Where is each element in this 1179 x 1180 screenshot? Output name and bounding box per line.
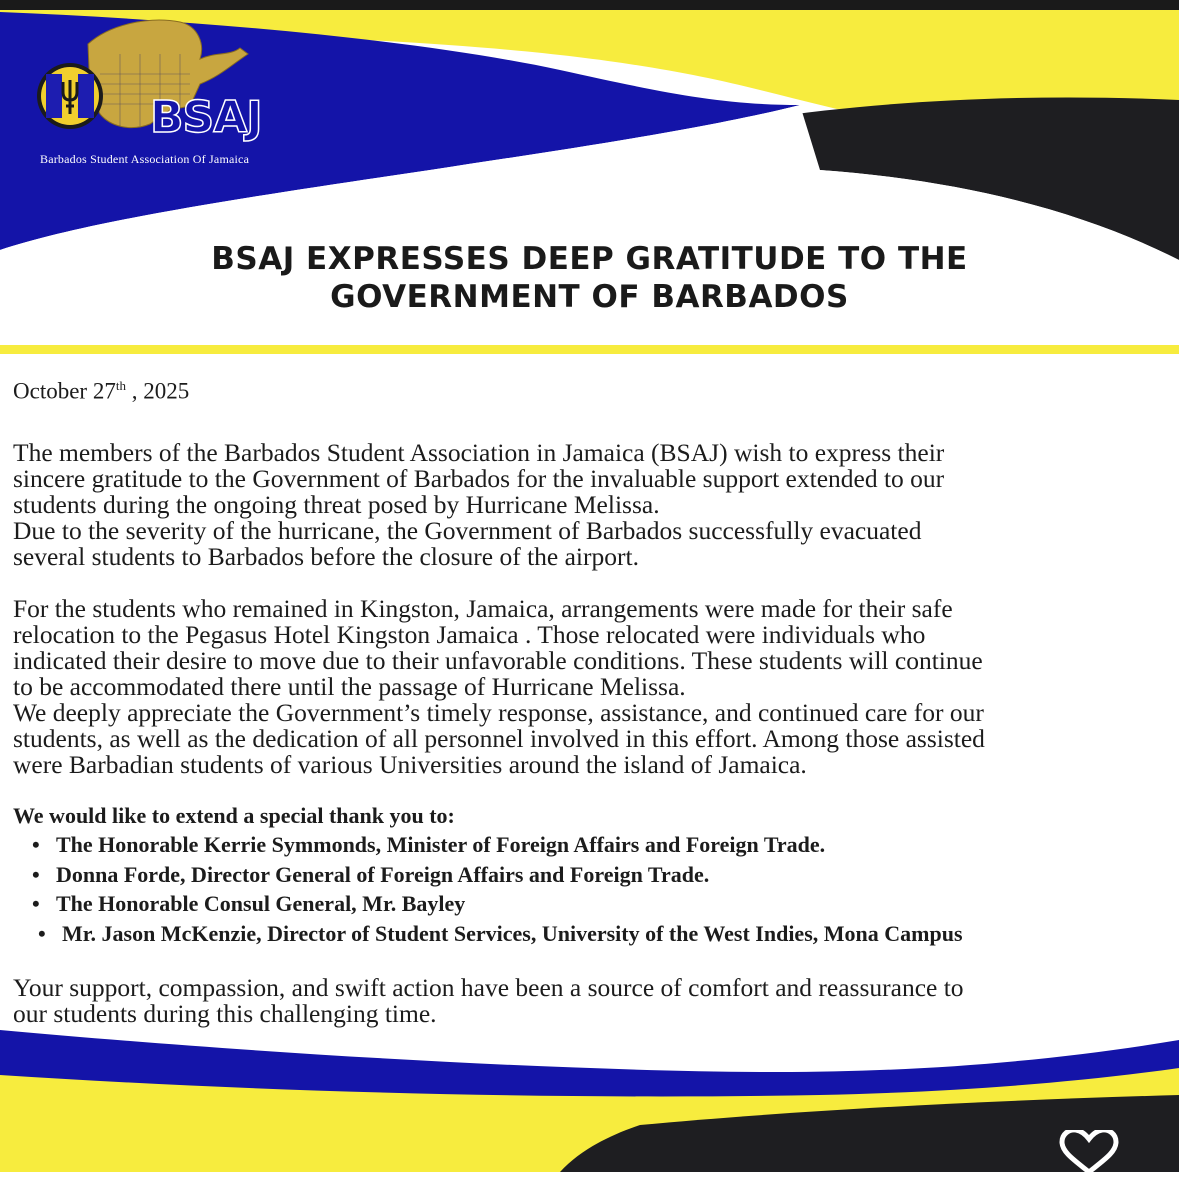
paragraph-closing	[13, 975, 1173, 1027]
date-month-day: October 27	[13, 378, 116, 404]
list-item: • The Honorable Consul General, Mr. Bayley	[32, 889, 963, 919]
paragraph-line: relocation to the Pegasus Hotel Kingston Jamaica . Those relocated were individuals who	[13, 620, 926, 649]
headline-line-2: GOVERNMENT OF BARBADOS	[330, 279, 849, 315]
date-year: , 2025	[125, 378, 190, 404]
paragraph-line: The members of the Barbados Student Association in Jamaica (BSAJ) wish to express their	[13, 438, 945, 467]
paragraph-line: students, as well as the dedication of all personnel involved in this effort. Among those assisted	[13, 724, 985, 753]
headline-line-1: BSAJ EXPRESSES DEEP GRATITUDE TO THE	[211, 241, 968, 277]
heart-icon[interactable]	[1056, 1130, 1122, 1176]
logo-acronym-text: BSAJ	[150, 92, 262, 143]
paragraph-line: several students to Barbados before the closure of the airport.	[13, 542, 639, 571]
logo-caption: Barbados Student Association Of Jamaica	[40, 152, 250, 166]
logo-acronym	[150, 92, 262, 143]
paragraph-line: our students during this challenging time.	[13, 999, 437, 1028]
paragraph-line: students during the ongoing threat posed by Hurricane Melissa.	[13, 490, 660, 519]
paragraph-line: Due to the severity of the hurricane, the Government of Barbados successfully evacuated	[13, 516, 922, 545]
paragraph-line: sincere gratitude to the Government of Barbados for the invaluable support extended to our	[13, 464, 945, 493]
list-item: • Mr. Jason McKenzie, Director of Student Services, University of the West Indies, Mona Campus	[32, 919, 963, 949]
paragraph-line: to be accommodated there until the passage of Hurricane Melissa.	[13, 672, 686, 701]
paragraph-line: Your support, compassion, and swift action have been a source of comfort and reassurance to	[13, 973, 964, 1002]
thanks-list	[32, 830, 963, 948]
trident-icon	[37, 63, 103, 129]
paragraph-line: were Barbadian students of various Universities around the island of Jamaica.	[13, 750, 807, 779]
thanks-heading: We would like to extend a special thank you to:	[13, 803, 455, 828]
paragraph-line: For the students who remained in Kingston, Jamaica, arrangements were made for their safe	[13, 594, 953, 623]
paragraph-relocation	[13, 596, 1173, 778]
list-item: • The Honorable Kerrie Symmonds, Minister of Foreign Affairs and Foreign Trade.	[32, 830, 963, 860]
paragraph-line: We deeply appreciate the Government’s timely response, assistance, and continued care for our	[13, 698, 984, 727]
page-title	[0, 240, 1179, 316]
letter-date	[13, 378, 189, 405]
date-suffix: th	[115, 378, 126, 393]
list-item: • Donna Forde, Director General of Foreign Affairs and Foreign Trade.	[32, 860, 963, 890]
paragraph-intro	[13, 440, 1173, 570]
paragraph-line: indicated their desire to move due to their unfavorable conditions. These students will continue	[13, 646, 983, 675]
